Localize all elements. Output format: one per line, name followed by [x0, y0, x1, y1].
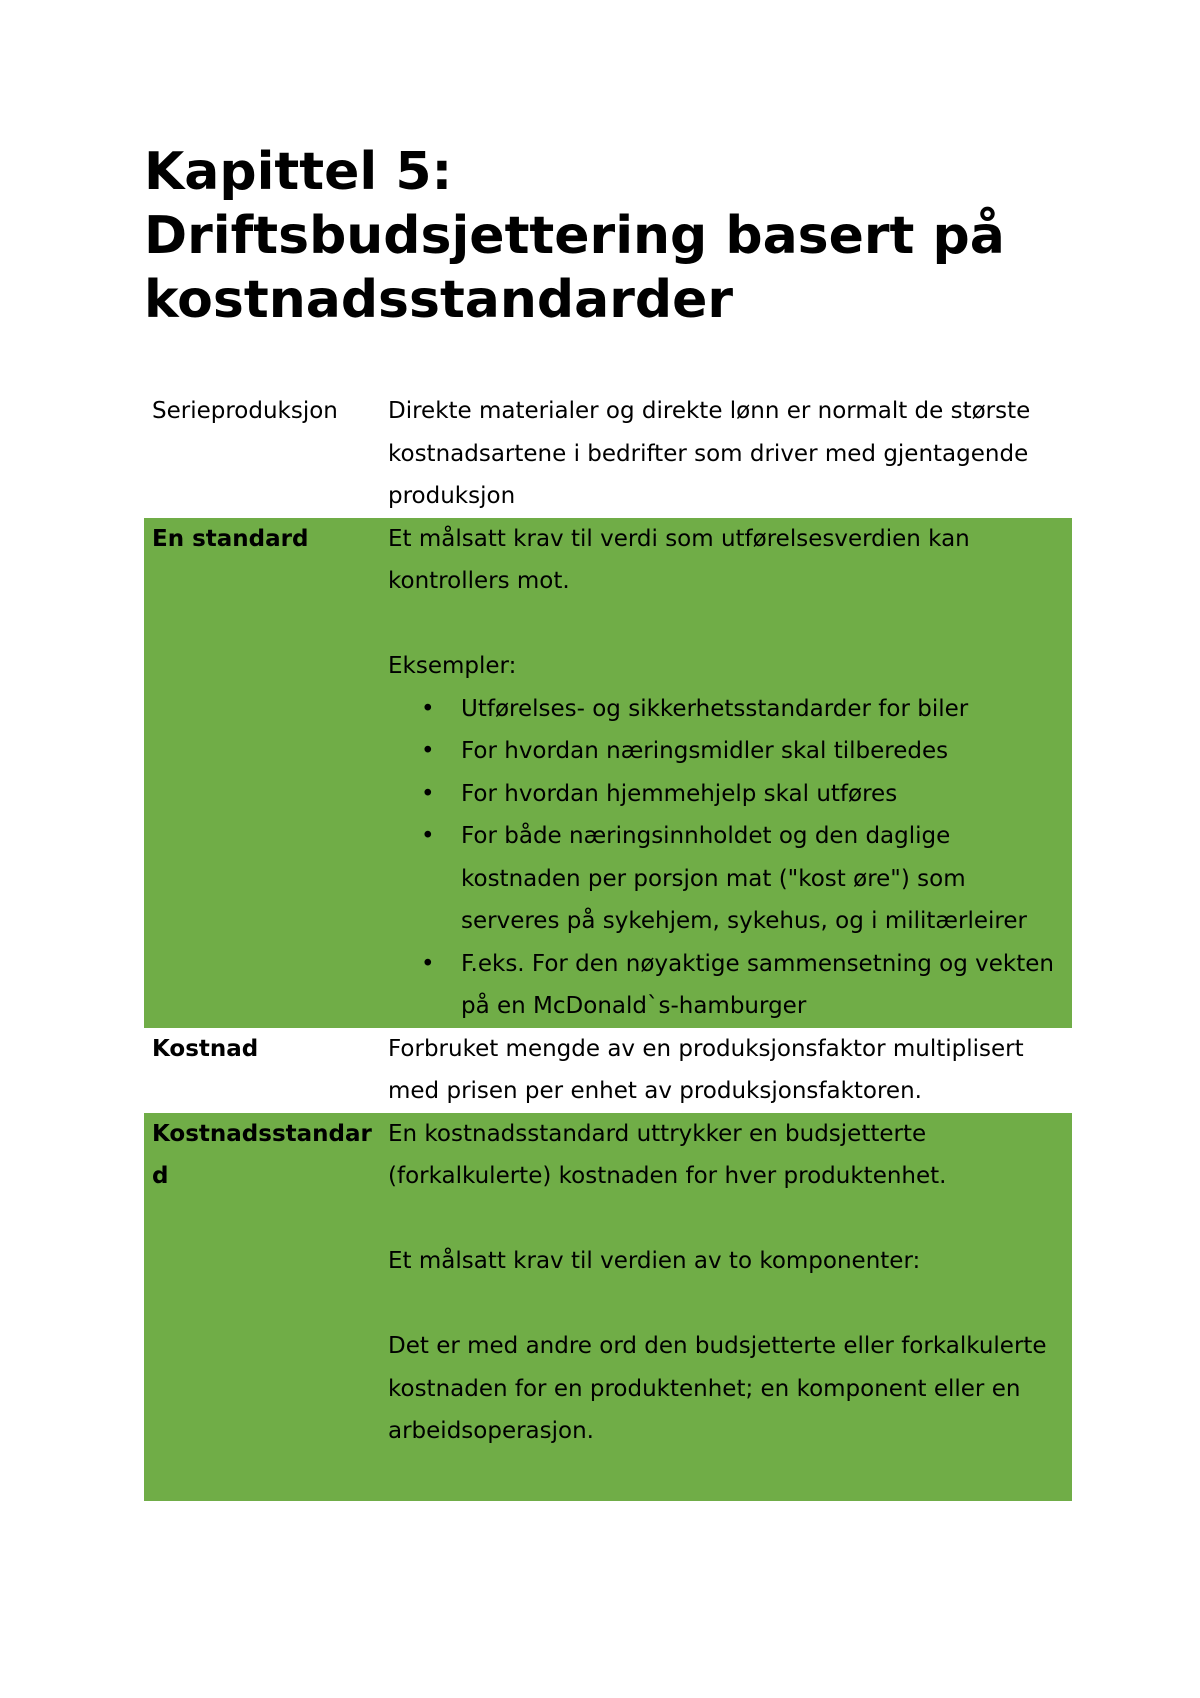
list-item: • F.eks. For den nøyaktige sammensetning og vekten på en McDonald`s-hamburger: [388, 943, 1064, 1028]
definition-row-kostnad: [144, 1028, 1072, 1113]
examples-list: [388, 688, 1064, 1028]
definition-text: Det er med andre ord den budsjetterte eller forkalkulerte kostnaden for en produktenhet; en komponent eller en arbeidsoperasjon.: [388, 1333, 1047, 1444]
list-item: • For hvordan næringsmidler skal tilberedes: [388, 730, 1064, 773]
definition-cell: [388, 1028, 1072, 1113]
list-item: • For hvordan hjemmehjelp skal utføres: [388, 773, 1064, 816]
definition-row-serieproduksjon: [144, 390, 1072, 518]
list-item: • Utførelses- og sikkerhetsstandarder for biler: [388, 688, 1064, 731]
blank-line: [388, 1283, 1064, 1326]
list-item: • For både næringsinnholdet og den daglige kostnaden per porsjon mat ("kost øre") som serveres på sykehjem, sykehus, og i militærleirer: [388, 815, 1064, 943]
title-line: kostnadsstandarder: [144, 270, 734, 330]
term-cell: En standard: [144, 518, 388, 1028]
cell-padding: [388, 1453, 1064, 1501]
term-cell: Kostnadsstandard: [144, 1113, 388, 1501]
definition-cell: [388, 1113, 1072, 1501]
blank-line: [388, 1198, 1064, 1241]
definition-cell: [388, 390, 1072, 518]
definition-text: Et målsatt krav til verdien av to komponenter:: [388, 1248, 921, 1274]
definition-cell: [388, 518, 1072, 1028]
definition-text: En kostnadsstandard uttrykker en budsjetterte (forkalkulerte) kostnaden for hver produktenhet.: [388, 1120, 947, 1189]
definition-row-en-standard: [144, 518, 1072, 1028]
blank-line: [388, 603, 1064, 646]
definition-row-kostnadsstandard: [144, 1113, 1072, 1501]
term-cell: Serieproduksjon: [152, 398, 338, 424]
title-line: Kapittel 5:: [144, 142, 453, 202]
definitions-table: [144, 390, 1072, 1501]
definition-text: Forbruket mengde av en produksjonsfaktor multiplisert med prisen per enhet av produksjonsfaktoren.: [388, 1035, 1024, 1104]
definition-text: Direkte materialer og direkte lønn er normalt de største kostnadsartene i bedrifter som driver med gjentagende produksjon: [388, 398, 1031, 509]
title-line: Driftsbudsjettering basert på: [144, 206, 1005, 266]
term-cell: Kostnad: [152, 1035, 259, 1062]
definition-text: Et målsatt krav til verdi som utførelsesverdien kan kontrollers mot.: [388, 525, 970, 594]
document-page: [144, 140, 1064, 332]
examples-label: Eksempler:: [388, 653, 517, 679]
chapter-title: [144, 140, 1064, 332]
